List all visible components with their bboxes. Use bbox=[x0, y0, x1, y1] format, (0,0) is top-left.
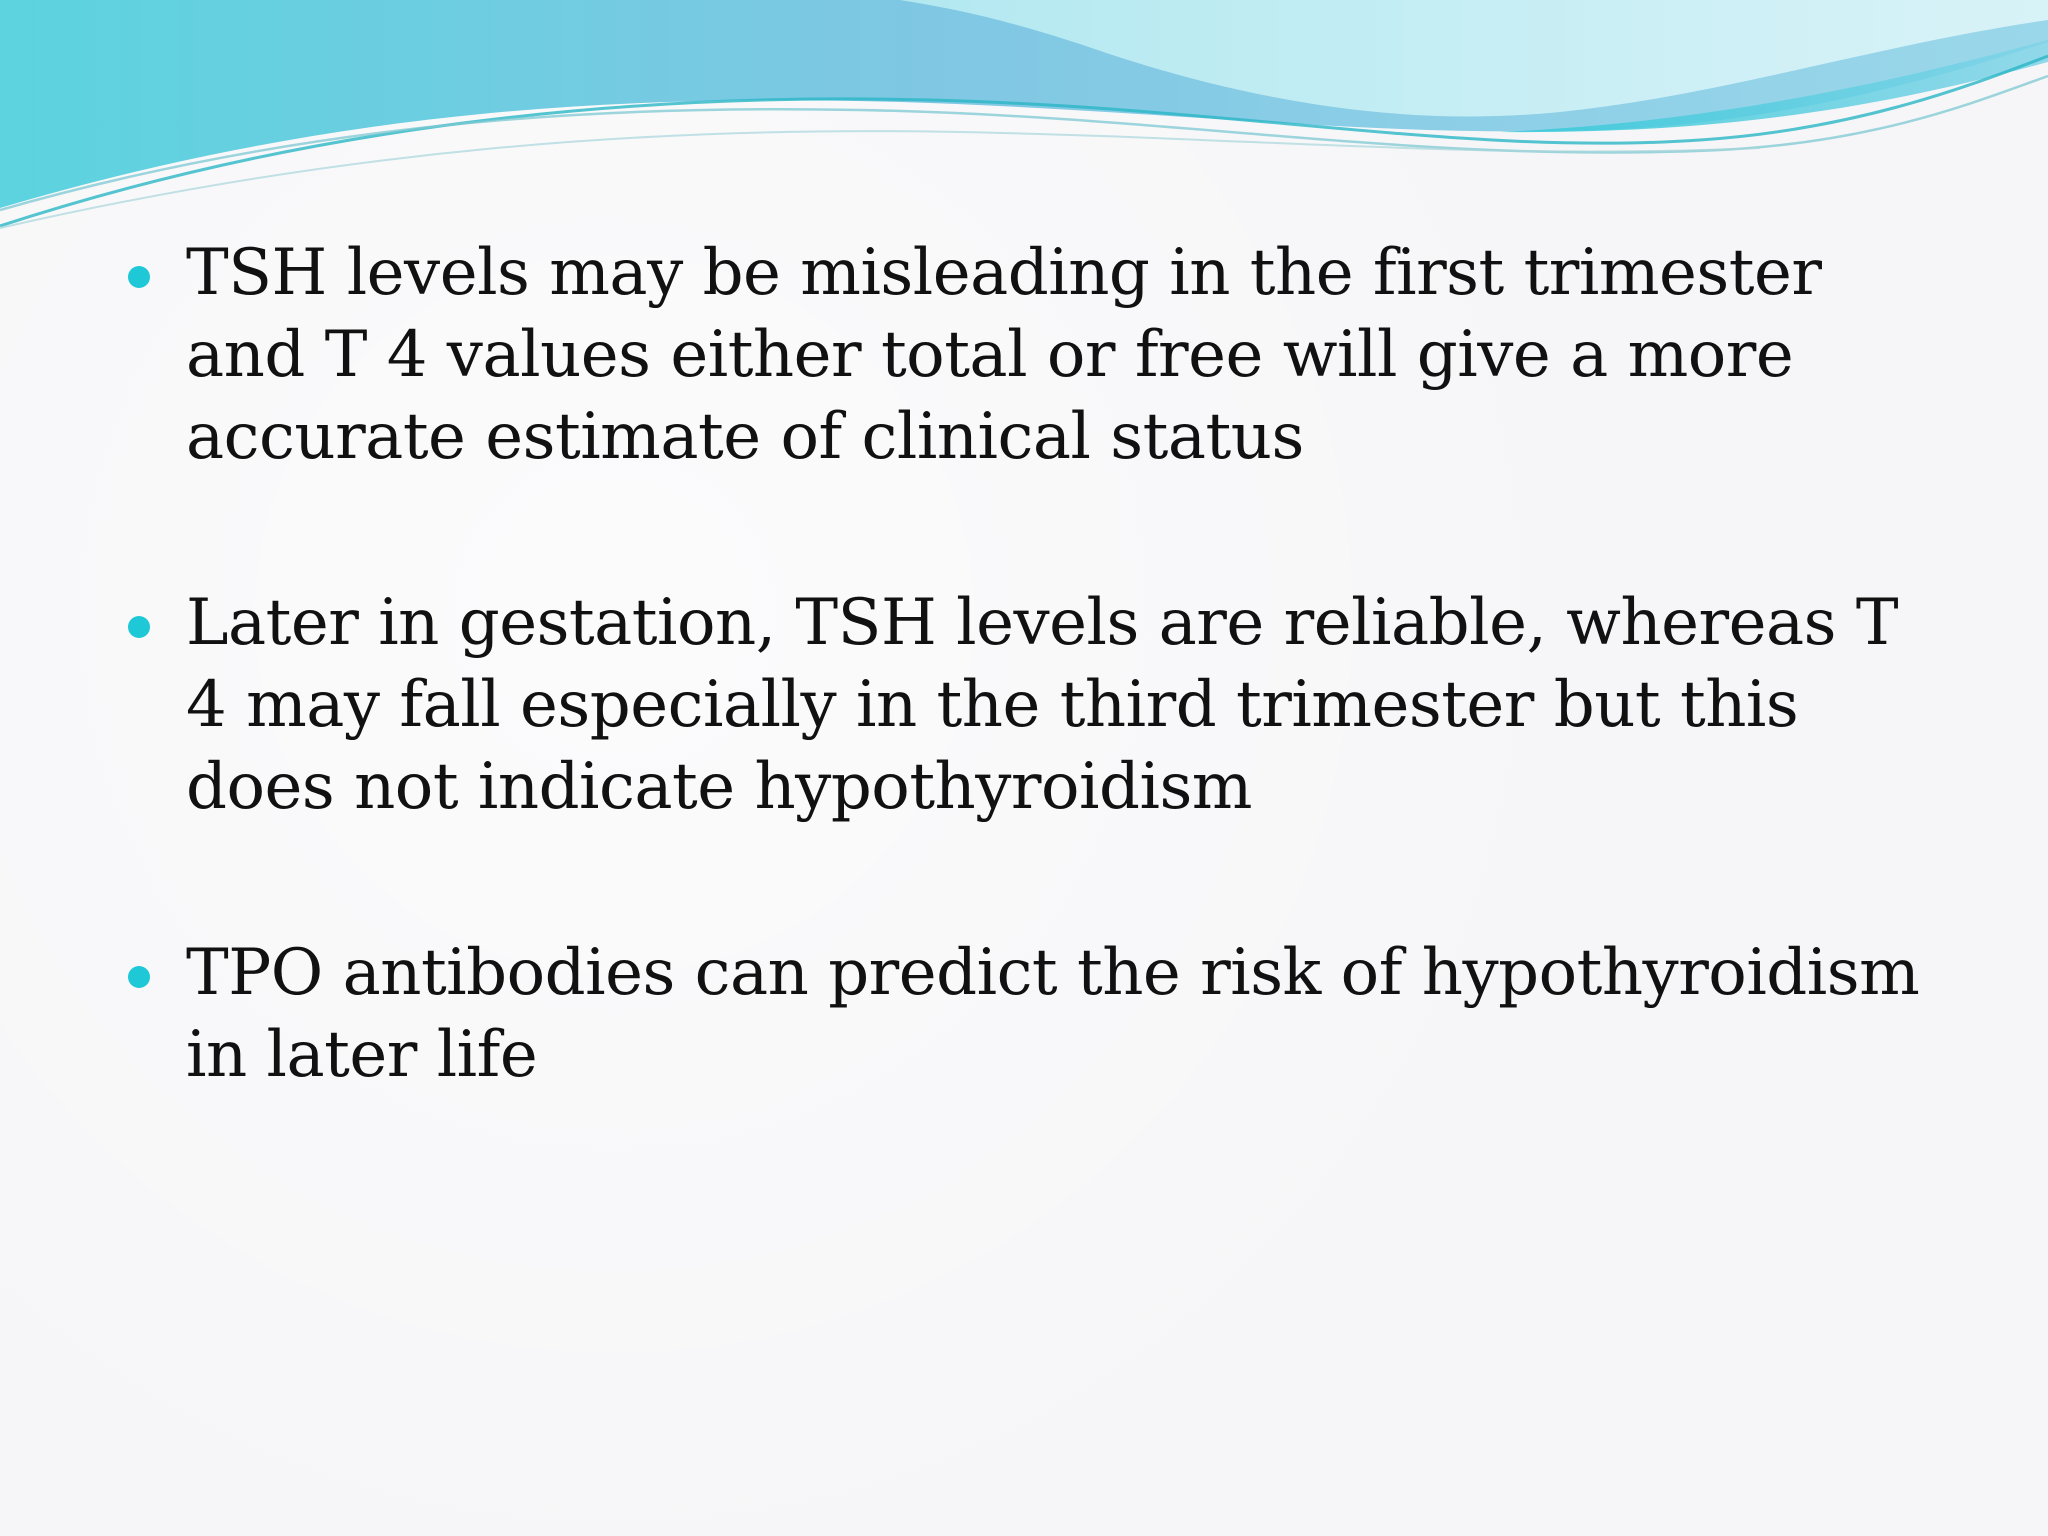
bullet-item bbox=[128, 932, 1928, 1096]
bullet-list bbox=[128, 232, 1928, 1200]
bullet-dot-icon bbox=[128, 966, 150, 988]
bullet-text: TSH levels may be misleading in the first trimester and T 4 values either total or free will give a more accurate estimate of clinical status bbox=[186, 236, 1822, 474]
bullet-item bbox=[128, 232, 1928, 478]
bullet-text: TPO antibodies can predict the risk of hypothyroidism in later life bbox=[186, 936, 1920, 1092]
bullet-dot-icon bbox=[128, 266, 150, 288]
bullet-item bbox=[128, 582, 1928, 828]
bullet-text: Later in gestation, TSH levels are reliable, whereas T 4 may fall especially in the third trimester but this does not indicate hypothyroidism bbox=[186, 586, 1899, 824]
header-wave-decoration bbox=[0, 0, 2048, 240]
bullet-dot-icon bbox=[128, 616, 150, 638]
